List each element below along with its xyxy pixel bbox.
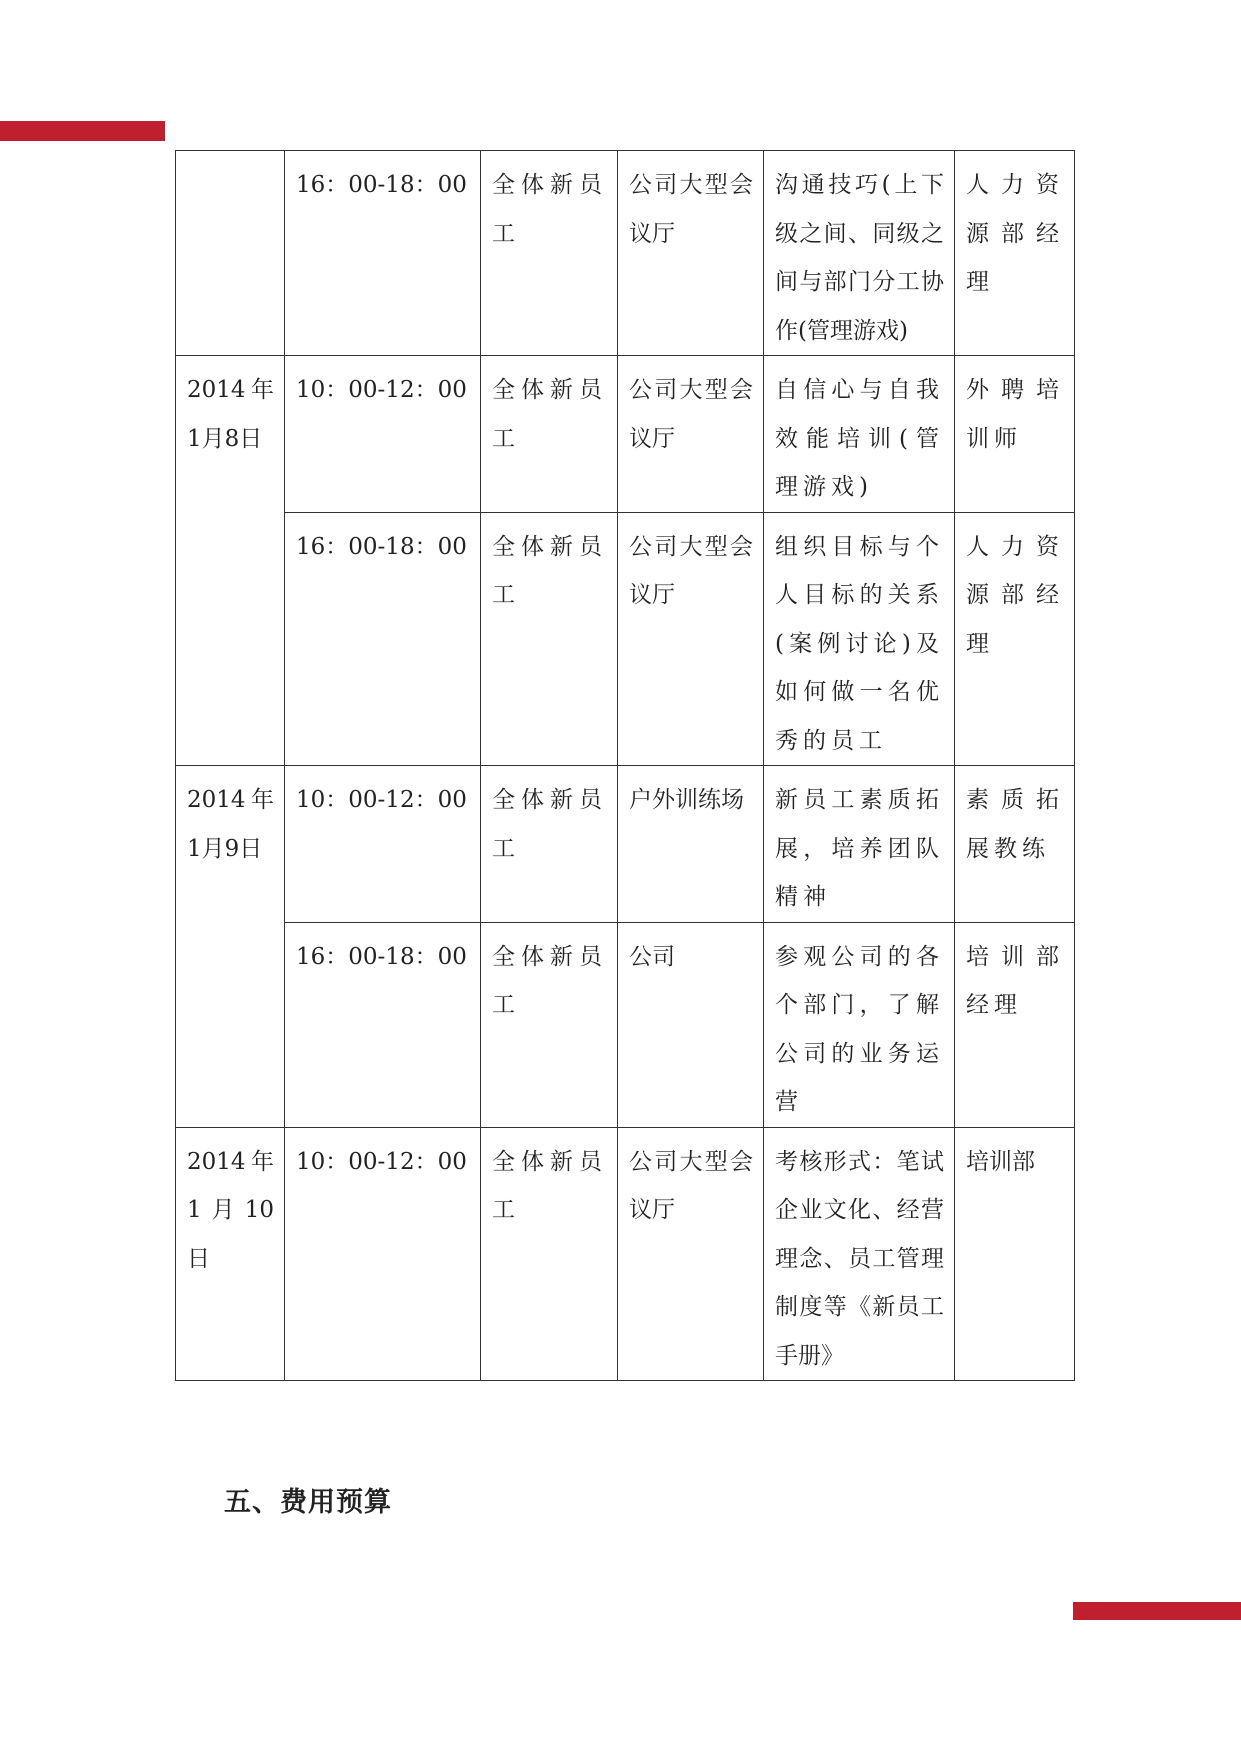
date-cell: 2014年1月9日 <box>176 766 285 1128</box>
location-cell: 公司大型会议厅 <box>618 356 764 513</box>
trainer-cell: 人力资源部经理 <box>955 512 1075 766</box>
audience-cell: 全体新员工 <box>481 1127 618 1381</box>
table-row <box>176 356 1075 513</box>
content-cell: 考核形式：笔试企业文化、经营理念、员工管理制度等《新员工手册》 <box>764 1127 955 1381</box>
time-cell: 16：00-18：00 <box>285 512 481 766</box>
audience-cell: 全体新员工 <box>481 766 618 923</box>
table-row <box>176 1127 1075 1381</box>
content-cell: 参观公司的各个部门，了解公司的业务运营 <box>764 922 955 1127</box>
audience-cell: 全体新员工 <box>481 151 618 356</box>
top-accent-bar <box>0 121 165 141</box>
location-cell: 户外训练场 <box>618 766 764 923</box>
content-cell: 新员工素质拓展，培养团队精神 <box>764 766 955 923</box>
trainer-cell: 外聘培训师 <box>955 356 1075 513</box>
location-cell: 公司大型会议厅 <box>618 1127 764 1381</box>
training-schedule-table <box>175 150 1075 1381</box>
trainer-cell: 素质拓展教练 <box>955 766 1075 923</box>
audience-cell: 全体新员工 <box>481 356 618 513</box>
time-cell: 10：00-12：00 <box>285 356 481 513</box>
table-row <box>176 512 1075 766</box>
time-cell: 16：00-18：00 <box>285 151 481 356</box>
location-cell: 公司大型会议厅 <box>618 151 764 356</box>
section-heading: 五、费用预算 <box>224 1487 392 1518</box>
table-row <box>176 766 1075 923</box>
audience-cell: 全体新员工 <box>481 922 618 1127</box>
trainer-cell: 人力资源部经理 <box>955 151 1075 356</box>
trainer-cell: 培训部 <box>955 1127 1075 1381</box>
location-cell: 公司大型会议厅 <box>618 512 764 766</box>
audience-cell: 全体新员工 <box>481 512 618 766</box>
location-cell: 公司 <box>618 922 764 1127</box>
table-row <box>176 151 1075 356</box>
date-cell: 2014年1月10日 <box>176 1127 285 1381</box>
date-cell: 2014年1月8日 <box>176 356 285 766</box>
time-cell: 16：00-18：00 <box>285 922 481 1127</box>
content-cell: 沟通技巧(上下级之间、同级之间与部门分工协作(管理游戏) <box>764 151 955 356</box>
trainer-cell: 培训部经理 <box>955 922 1075 1127</box>
table-row <box>176 922 1075 1127</box>
content-cell: 自信心与自我效能培训(管理游戏) <box>764 356 955 513</box>
date-cell <box>176 151 285 356</box>
content-cell: 组织目标与个人目标的关系(案例讨论)及如何做一名优秀的员工 <box>764 512 955 766</box>
time-cell: 10：00-12：00 <box>285 1127 481 1381</box>
time-cell: 10：00-12：00 <box>285 766 481 923</box>
bottom-accent-bar <box>1073 1602 1241 1620</box>
